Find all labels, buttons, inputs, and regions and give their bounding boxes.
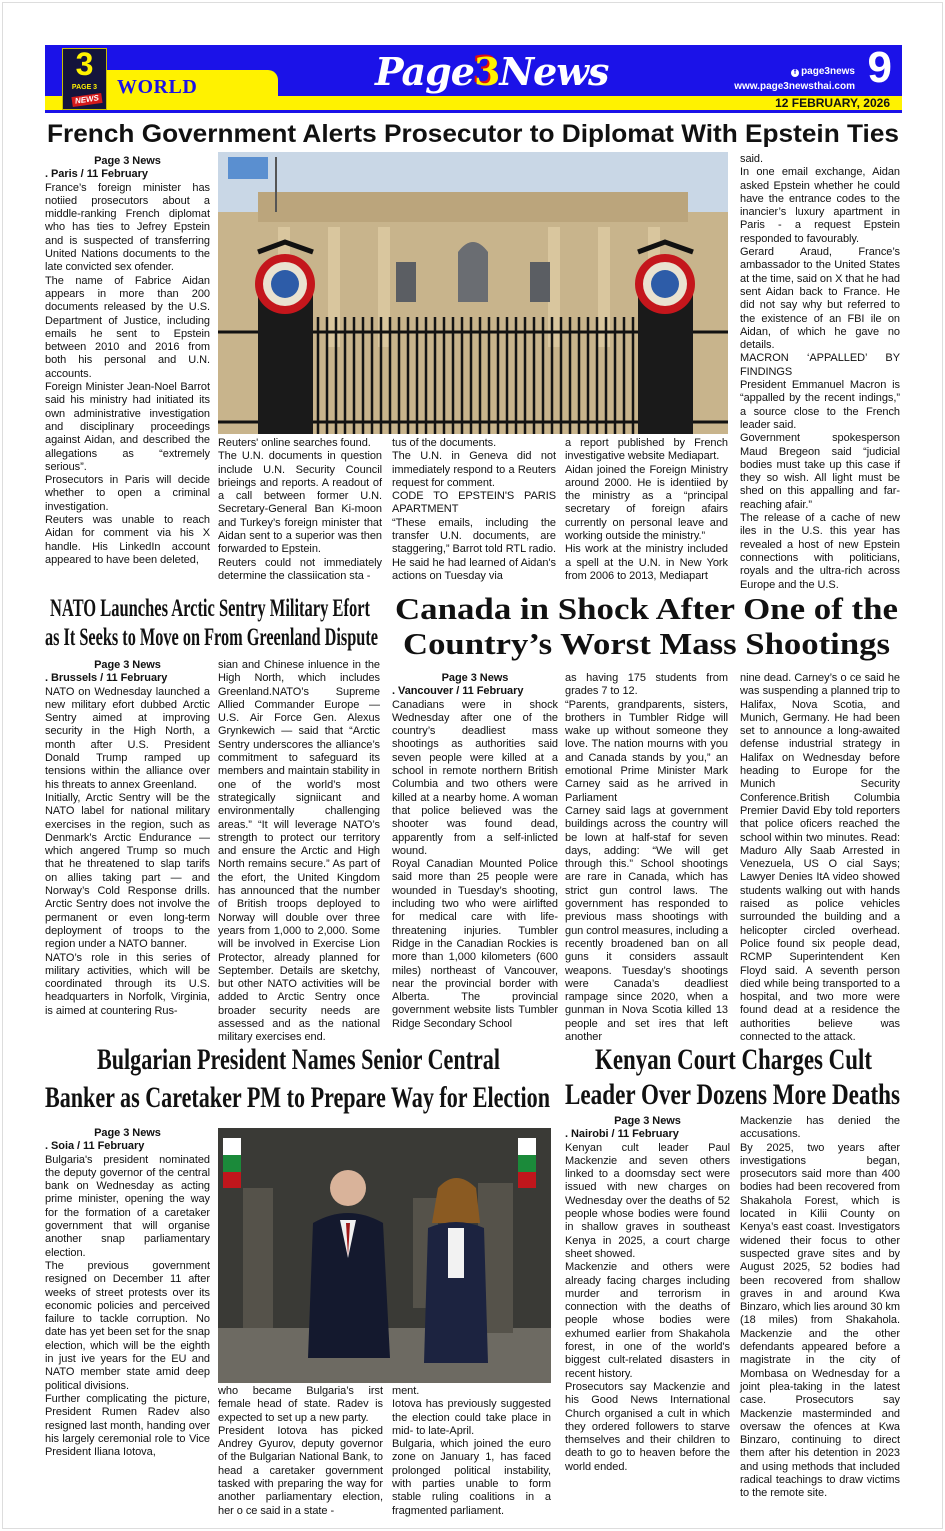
logo-news: NEWS: [71, 93, 102, 107]
nato-headline: [45, 592, 380, 654]
france-column-2: [218, 437, 382, 583]
paragraph: The previous government resigned on December 11 after weeks of street protests over its economic policies and perceived failure to tackle corruption. No date has yet been set for the snap election, which will be the eighth in just ive years for the EU and NATO member state amid deep political divisions.: [45, 1259, 210, 1392]
article-body: [45, 1154, 210, 1460]
article-body: [740, 672, 900, 1044]
byline-source: Page 3 News: [614, 1115, 681, 1127]
canada-column-3: [740, 672, 900, 1044]
paragraph: “Parents, grandparents, sisters, brothers in Tumbler Ridge will wake up without someone they love. The nation mourns with you and Canada stands by you,” an emotional Prime Minister Mark Carney said as he arrived in Parliament: [565, 698, 728, 804]
france-column-3: [392, 437, 556, 583]
kenya-headline-line1: Kenyan Court Charges Cult: [595, 1043, 872, 1076]
byline-source: Page 3 News: [94, 1127, 161, 1139]
paragraph: Carney said lags at government buildings across the country will be lown at half-staf for seven days, adding: “We will get through this.” School shootings are rare in Canada, which has strict gun control laws. The government has responded to previous mass shootings with gun control measures, including a recently broadened ban on all guns it considers assault weapons. Tuesday’s shootings were Canada’s deadliest rampage since 2020, when a gunman in Nova Scotia killed 13 people and set ires that left another: [565, 804, 728, 1044]
nato-headline-line1: NATO Launches Arctic Sentry Military Efort: [50, 595, 371, 622]
paragraph: Mackenzie and others were already facing charges including murder and terrorism in connection with the deaths of people whose bodies were exhumed earlier from Shakahola forest, in one of the world's biggest cult-related disasters in recent history.: [565, 1261, 730, 1380]
kenya-column-1: [565, 1115, 730, 1474]
paragraph: sian and Chinese inluence in the High North, which includes Greenland.NATO’s Supreme Allied Commander Europe — U.S. Air Force Gen. Alexus Grynkewich — said that “Arctic Sentry underscores the alliance’s commitment to safeguard its members and maintain stability in one of the world’s most strategically signiicant and environmentally challenging areas.” “It will leverage NATO’s strength to protect our territory and ensure the Arctic and High North remains secure.” As part of the efort, the United Kingdom has announced that the number of British troops deployed to Norway will double over three years from 1,000 to 2,000. Some will be involved in Exercise Lion Protector, already planned for September. Details are sketchy, but other NATO activities will be added to Arctic Sentry once broader security needs are assessed and as the national military exercises end.: [218, 659, 380, 1044]
france-column-4: [565, 437, 728, 583]
byline-source: Page 3 News: [94, 659, 161, 671]
kenya-headline-line2: Leader Over Dozens More Deaths: [565, 1078, 900, 1111]
bulgaria-headline: [45, 1040, 552, 1116]
paragraph: The release of a cache of new iles in the U.S. this year has revealed a host of new Epstein connections with politicians, royals and the ultra-rich across Europe and the U.S.: [740, 512, 900, 591]
france-headline: [45, 116, 902, 150]
article-body: [565, 437, 728, 583]
masthead: [45, 45, 902, 113]
paragraph: who became Bulgaria’s irst female head of state. Radev is expected to set up a new party.: [218, 1385, 383, 1424]
nato-column-2: [218, 659, 380, 1045]
article-body: [392, 1385, 551, 1518]
byline-place: . Soia / 11 February: [45, 1140, 145, 1153]
kenya-column-2: [740, 1115, 900, 1501]
logo-text: PAGE 3: [71, 84, 98, 91]
canada-headline-line2: Country’s Worst Mass Shootings: [403, 626, 890, 661]
logo-number: 3: [75, 46, 94, 82]
brand-number: 3: [473, 49, 500, 94]
article-body: [565, 1142, 730, 1474]
paragraph: MACRON ‘APPALLED’ BY FINDINGS: [740, 352, 900, 378]
paragraph: Prosecutors in Paris will decide whether to open a criminal investigation.: [45, 474, 210, 513]
brand-post: News: [499, 49, 609, 94]
paragraph: “These emails, including the transfer U.N. documents, are staggering,” Barrot told RTL radio. He said he had learned of Aidan's actions on Tuesday via: [392, 516, 556, 582]
canada-column-2: [565, 672, 728, 1044]
bulgaria-column-1: [45, 1127, 210, 1459]
paragraph: Reuters could not immediately determine the classiication sta -: [218, 556, 382, 582]
nato-headline-line2: as It Seeks to Move on From Greenland Dispute: [45, 624, 378, 651]
paragraph: tus of the documents.: [392, 437, 497, 449]
article-body: [218, 659, 380, 1045]
canada-headline: [395, 592, 900, 662]
social-handle[interactable]: [791, 66, 855, 78]
paragraph: Initially, Arctic Sentry will be the NATO label for national military exercises in the region, such as Denmark’s Arctic Endurance — which angered Trump so much that he threatened to slap tarifs on allies taking part — and Norway’s Cold Response drills. Arctic Sentry does not involve the permanent or even long-term deployment of troops to the region under a NATO banner.: [45, 791, 210, 951]
bulgaria-column-2: [218, 1385, 383, 1518]
paragraph: The U.N. in Geneva did not immediately respond to a Reuters request for comment.: [392, 450, 556, 489]
social-handle-text: page3news: [801, 66, 855, 77]
paragraph: NATO on Wednesday launched a new military efort dubbed Arctic Sentry aimed at improving security in the High North, a month after U.S. President Donald Trump ramped up tensions within the alliance over his threats to annex Greenland.: [45, 685, 210, 791]
byline-place: . Vancouver / 11 February: [392, 685, 524, 698]
paragraph: President Emmanuel Macron is “appalled by the recent indings,” a source close to the French leader said.: [740, 379, 900, 431]
canada-column-1: [392, 672, 558, 1031]
paragraph: Kenyan cult leader Paul Mackenzie and seven others linked to a doomsday sect were issued with new charges on Wednesday over the deaths of 52 people whose bodies were found in shallow graves in southeast Kenya in 2025, a court charge sheet showed.: [565, 1141, 730, 1260]
paragraph: Reuters was unable to reach Aidan for comment via his X handle. His LinkedIn account appeared to have been deleted,: [45, 514, 210, 566]
section-label: WORLD: [117, 76, 198, 98]
article-body: [218, 1385, 383, 1518]
byline-source: Page 3 News: [94, 155, 161, 167]
article-body: [45, 182, 210, 568]
paragraph: Prosecutors say Mackenzie and his Good News International Church organised a cult in which they ordered followers to starve themselves and their children to death to go to heaven before the world ended.: [565, 1380, 730, 1473]
paragraph: Bulgaria, which joined the euro zone on January 1, has faced prolonged political instability, with parties unable to form stable ruling coalitions in a fragmented parliament.: [392, 1438, 551, 1517]
france-ministry-photo: [218, 152, 728, 434]
brand-title: [375, 49, 608, 95]
paragraph: said.: [740, 153, 763, 165]
byline-source: Page 3 News: [441, 672, 509, 684]
nato-column-1: [45, 659, 210, 1018]
page-number: 9: [867, 43, 892, 92]
paragraph: The U.N. documents in question include U.N. Security Council brieings and reports. A readout of a call between former U.N. Secretary-General Ban Ki-moon and Turkey’s foreign minister that Aidan sent to a superior was then forwarded to Epstein.: [218, 450, 382, 556]
paragraph: Royal Canadian Mounted Police said more than 25 people were wounded in Tuesday’s shooting, including two who were airlifted for medical care with life-threatening injuries. Tumbler Ridge in the Canadian Rockies is more than 1,000 kilometers (600 miles) northeast of Vancouver, near the provincial border with Alberta. The provincial government website lists Tumbler Ridge Secondary School: [392, 858, 558, 1030]
paragraph: Aidan joined the Foreign Ministry around 2000. He is identiied by the ministry as a “principal secretary of foreign afairs currently on personal leave and working outside the ministry.”: [565, 463, 728, 543]
france-column-1: [45, 155, 210, 567]
bulgaria-column-3: [392, 1385, 551, 1518]
byline-place: . Brussels / 11 February: [45, 672, 168, 685]
paragraph: France’s foreign minister has notiied prosecutors about a middle-ranking French diplomat who has ties to Jefrey Epstein and is suspected of transferring United Nations documents to the late convicted sex ofender.: [45, 181, 210, 274]
paragraph: Bulgaria's president nominated the deputy governor of the central bank on Wednesday as acting prime minister, opening the way for the formation of a caretaker government that will organise another snap parliamentary election.: [45, 1153, 210, 1259]
bulgaria-headline-line2: Banker as Caretaker PM to Prepare Way for Election: [45, 1081, 551, 1114]
article-body: [218, 437, 382, 583]
paragraph: By 2025, two years after investigations began, prosecutors said more than 400 bodies had been recovered from Shakahola Forest, which is located in Kilii County on Kenya’s east coast. Investigators widened their focus to other suspected grave sites and by August 2025, 52 bodies had been recovered from shallow graves in and around Kwa Binzaro, which lies around 30 km (18 miles) from Shakahola. Mackenzie and the other defendants appeared before a magistrate in the city of Mombasa on Wednesday for a joint plea-taking in the latest case. Prosecutors say Mackenzie masterminded and oversaw the ofences at Kwa Binzaro, continuing to direct them after his detention in 2023 and using methods that included radical teachings to draw victims to the remote site.: [740, 1141, 900, 1500]
paragraph: Iotova has previously suggested the election could take place in mid- to late-April.: [392, 1398, 551, 1437]
issue-date: 12 FEBRUARY, 2026: [775, 96, 890, 110]
paragraph: Further complicating the picture, President Rumen Radev also resigned last month, handing over his largely ceremonial role to Vice President Iliana Iotova,: [45, 1392, 210, 1459]
paragraph: Government spokesperson Maud Bregeon said “judicial bodies must take up this case if they so wish. All light must be shed on this appalling and far-reaching afair.”: [740, 432, 900, 511]
paragraph: NATO’s role in this series of military activities, which will be coordinated through its U.S. headquarters in Norfolk, Virginia, is aimed at countering Rus-: [45, 951, 210, 1017]
paragraph: His work at the ministry included a spell at the U.N. in New York from 2006 to 2013, Mediapart: [565, 543, 728, 582]
article-body: [392, 437, 556, 583]
paragraph: CODE TO EPSTEIN'S PARIS APARTMENT: [392, 490, 556, 516]
article-body: [740, 1115, 900, 1501]
paragraph: In one email exchange, Aidan asked Epstein whether he could have the entrance codes to the inancier’s luxury apartment in Paris - a request Epstein responded to favourably.: [740, 166, 900, 245]
paragraph: a report published by French investigative website Mediapart.: [565, 437, 728, 463]
canada-headline-line1: Canada in Shock After One of the: [395, 591, 898, 626]
paragraph: as having 175 students from grades 7 to 12.: [565, 672, 728, 698]
paragraph: The name of Fabrice Aidan appears in more than 200 documents released by the U.S. Department of Justice, including emails he sent to Epstein between 2010 and 2016 from both his personal and U.N. accounts.: [45, 274, 210, 380]
france-headline-text: French Government Alerts Prosecutor to Diplomat With Epstein Ties: [47, 120, 899, 148]
page3-logo: [62, 48, 107, 110]
bulgaria-headline-line1: Bulgarian President Names Senior Central: [97, 1043, 500, 1076]
france-column-5: [740, 153, 900, 592]
article-body: [392, 699, 558, 1031]
paragraph: Mackenzie has denied the accusations.: [740, 1115, 900, 1141]
article-body: [45, 686, 210, 1018]
kenya-headline: [565, 1040, 900, 1112]
paragraph: Foreign Minister Jean-Noel Barrot said his ministry had initiated its own administrative investigation and disciplinary proceedings against Aidan, and described the allegations as “extremely serious”.: [45, 381, 210, 473]
bulgaria-president-photo: [218, 1128, 551, 1383]
paragraph: ment.: [392, 1385, 420, 1397]
paragraph: President Iotova has picked Andrey Gyurov, deputy governor of the Bulgarian National Bank, to head a caretaker government tasked with preparing the way for another parliamentary election, her o ce said in a state -: [218, 1424, 383, 1517]
article-body: [565, 672, 728, 1044]
byline-place: . Paris / 11 February: [45, 168, 148, 181]
facebook-icon: f: [791, 69, 799, 77]
brand-pre: Page: [375, 49, 474, 94]
website-link[interactable]: www.page3newsthai.com: [734, 81, 855, 92]
article-body: [740, 153, 900, 592]
paragraph: Reuters' online searches found.: [218, 437, 371, 449]
paragraph: Gerard Araud, France’s ambassador to the United States at the time, said on X that he had sent Aidan back to France. He did not say why but referred to the existence of an FBI ile on Aidan, of which he gave no details.: [740, 246, 900, 352]
paragraph: Canadians were in shock Wednesday after one of the country’s deadliest mass shootings as authorities said seven people were killed at a school in remote northern British Columbia and two others were killed at a nearby home. A woman that police believed was the shooter was found dead, apparently from a self-inlicted wound.: [392, 698, 558, 857]
paragraph: nine dead. Carney’s o ce said he was suspending a planned trip to Halifax, Nova Scotia, and Munich, Germany. He had been set to announce a long-awaited defense industrial strategy in Halifax on Wednesday before heading to Europe for the Munich Security Conference.British Columbia Premier David Eby told reporters that police oficers reached the school within two minutes. Read: Maduro Ally Saab Arrested in Venezuela, US O cial Says; Lawyer Denies ItA video showed students walking out with hands raised as police vehicles surrounded the building and a helicopter circled overhead. Police found six people dead, RCMP Superintendent Ken Floyd said. A seventh person died while being transported to a hospital, and two more were found dead at a residence the authorities believe was connected to the attack.: [740, 672, 900, 1044]
byline-place: . Nairobi / 11 February: [565, 1128, 679, 1141]
